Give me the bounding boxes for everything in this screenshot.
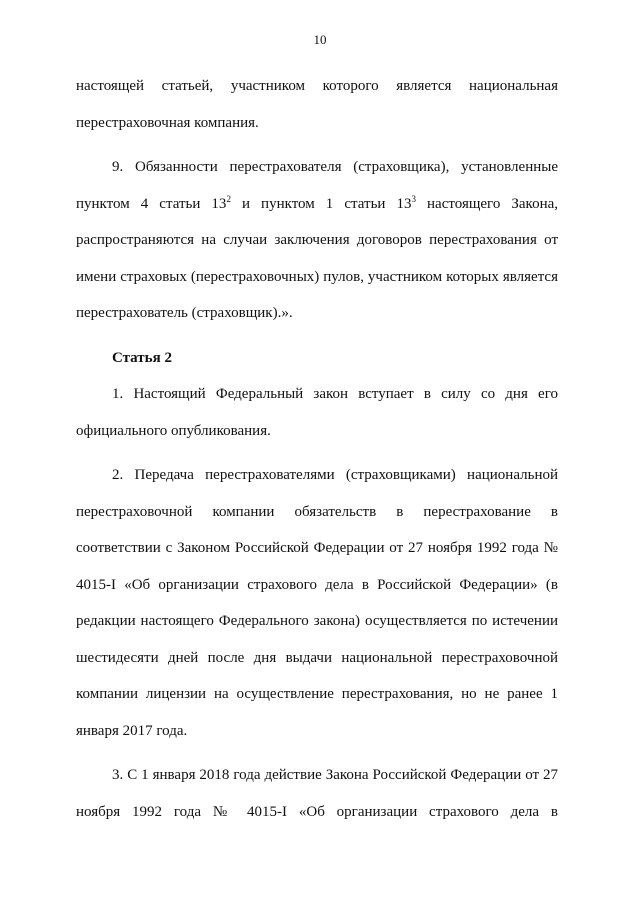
article-2-item-3: 3. С 1 января 2018 года действие Закона Российской Федерации от 27 ноября 1992 года № 4015-I «Об организации страхового дела в xyxy=(76,767,558,820)
superscript-2: 2 xyxy=(226,193,231,204)
document-body xyxy=(76,68,558,830)
paragraph-continuation: настоящей статьей, участником которого является национальная перестраховочная компания. xyxy=(76,78,558,131)
article-2-item-1: 1. Настоящий Федеральный закон вступает в силу со дня его официального опубликования. xyxy=(76,386,558,439)
article-2-item-2: 2. Передача перестрахователями (страховщиками) национальной перестраховочной компании обязательств в перестрахование в соответствии с Законом Российской Федерации от 27 ноября 1992 года № 4015-I «Об организации страхового дела в Российской Федерации» (в редакции настоящего Федерального закона) осуществляется по истечении шестидесяти дней после дня выдачи национальной перестраховочной компании лицензии на осуществление перестрахования, но не ранее 1 января 2017 года. xyxy=(76,467,558,739)
item-9-text-a: 9. Обязанности перестрахователя (страховщика), установленные пунктом 4 статьи 13 xyxy=(76,159,558,212)
superscript-3: 3 xyxy=(411,193,416,204)
item-9-text-b: и пунктом 1 статьи 13 xyxy=(230,195,412,212)
article-heading: Статья 2 xyxy=(112,349,172,366)
item-9-text-c: настоящего Закона, распространяются на случаи заключения договоров перестрахования от имени страховых (перестраховочных) пулов, участником которых является перестрахователь (страховщик).». xyxy=(76,195,559,321)
paragraph-item-9 xyxy=(76,149,558,332)
page-number: 10 xyxy=(313,32,327,47)
